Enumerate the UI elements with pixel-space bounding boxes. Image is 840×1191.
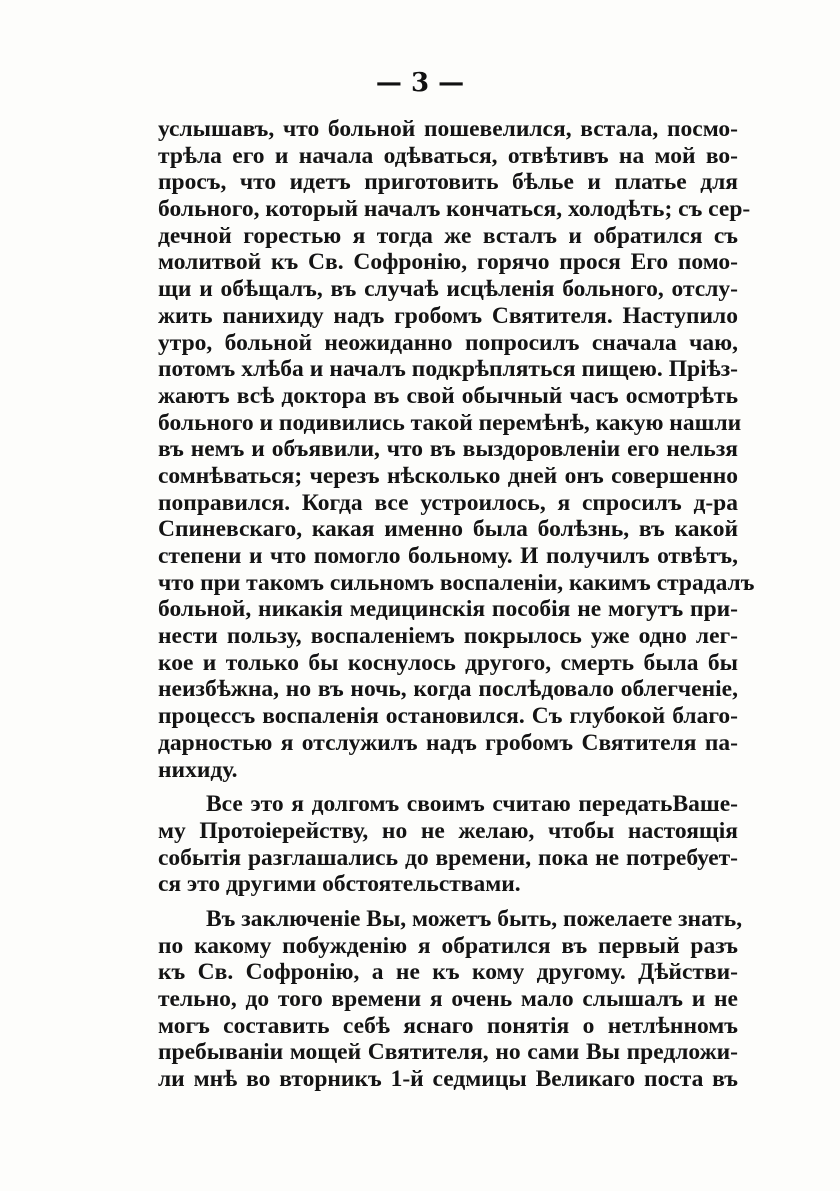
body-text — [158, 116, 755, 1093]
text-line: му Протоіерейству, но не желаю, чтобы настоящія — [158, 817, 738, 844]
text-line: Спиневскаго, какая именно была болѣзнь, въ какой — [158, 516, 738, 543]
text-line: услышавъ, что больной пошевелился, встала, посмо- — [158, 116, 738, 142]
text-line: больного, который началъ кончаться, холодѣть; съ сер- — [158, 196, 751, 223]
text-line: щи и обѣщалъ, въ случаѣ исцѣленія больного, отслу- — [158, 276, 738, 303]
text-line: нихиду. — [158, 756, 238, 783]
paragraph — [158, 116, 755, 783]
text-line: больного и подивились такой перемѣнѣ, какую нашли — [158, 409, 742, 436]
text-line: степени и что помогло больному. И получилъ отвѣтъ, — [158, 543, 738, 569]
text-line: потомъ хлѣба и началъ подкрѣпляться пищею. Пріѣз- — [158, 356, 738, 383]
text-line: поправился. Когда все устроилось, я спросилъ д-ра — [158, 489, 738, 516]
text-line: событія разглашались до времени, пока не потребует- — [158, 844, 738, 871]
text-line: въ немъ и объявили, что въ выздоровленіи его нельзя — [158, 436, 738, 463]
text-line: могъ составить себѣ яснаго понятія о нетлѣнномъ — [158, 1012, 738, 1039]
text-line: ся это другими обстоятельствами. — [158, 871, 521, 898]
text-line: процессъ воспаленія остановился. Съ глубокой благо- — [158, 703, 738, 730]
text-line: ли мнѣ во вторникъ 1-й седмицы Великаго поста въ — [158, 1066, 738, 1093]
text-line: дечной горестью я тогда же всталъ и обратился съ — [158, 222, 738, 249]
text-line: нести пользу, воспаленіемъ покрылось уже одно лег- — [158, 623, 738, 650]
text-line: молитвой къ Св. Софронію, горячо прося Его помо- — [158, 249, 738, 276]
text-line: кое и только бы коснулось другого, смерть была бы — [158, 649, 738, 676]
page-number: — 3 — — [375, 68, 465, 98]
paragraph-gap — [158, 898, 738, 906]
text-line: дарностью я отслужилъ надъ гробомъ Святителя па- — [158, 729, 738, 756]
text-line: Въ заключеніе Вы, можетъ быть, пожелаете знать, — [206, 905, 743, 932]
text-line: жаютъ всѣ доктора въ свой обычный часъ осмотрѣть — [158, 382, 738, 409]
text-line: жить панихиду надъ гробомъ Святителя. Наступило — [158, 302, 738, 329]
text-line: къ Св. Софронію, а не къ кому другому. Дѣйстви- — [158, 959, 738, 986]
text-line: тельно, до того времени я очень мало слышалъ и не — [158, 986, 738, 1012]
text-line: больной, никакія медицинскія пособія не могутъ при- — [158, 596, 738, 623]
text-line: пребываніи мощей Святителя, но сами Вы предложи- — [158, 1039, 738, 1066]
text-line: утро, больной неожиданно попросилъ сначала чаю, — [158, 329, 738, 356]
text-line: просъ, что идетъ приготовить бѣлье и платье для — [158, 169, 738, 196]
text-line: трѣла его и начала одѣваться, отвѣтивъ на мой во- — [158, 142, 738, 169]
text-line: сомнѣваться; черезъ нѣсколько дней онъ совершенно — [158, 462, 738, 489]
text-line: неизбѣжна, но въ ночь, когда послѣдовало облегченіе, — [158, 676, 738, 703]
paragraph-gap — [158, 783, 738, 791]
text-line: Все это я долгомъ своимъ считаю передатьВаше- — [206, 791, 738, 818]
paragraph — [158, 791, 738, 898]
text-line: что при такомъ сильномъ воспаленіи, какимъ страдалъ — [158, 569, 755, 596]
text-line: по какому побужденію я обратился въ первый разъ — [158, 932, 738, 959]
paragraph — [158, 905, 743, 1093]
